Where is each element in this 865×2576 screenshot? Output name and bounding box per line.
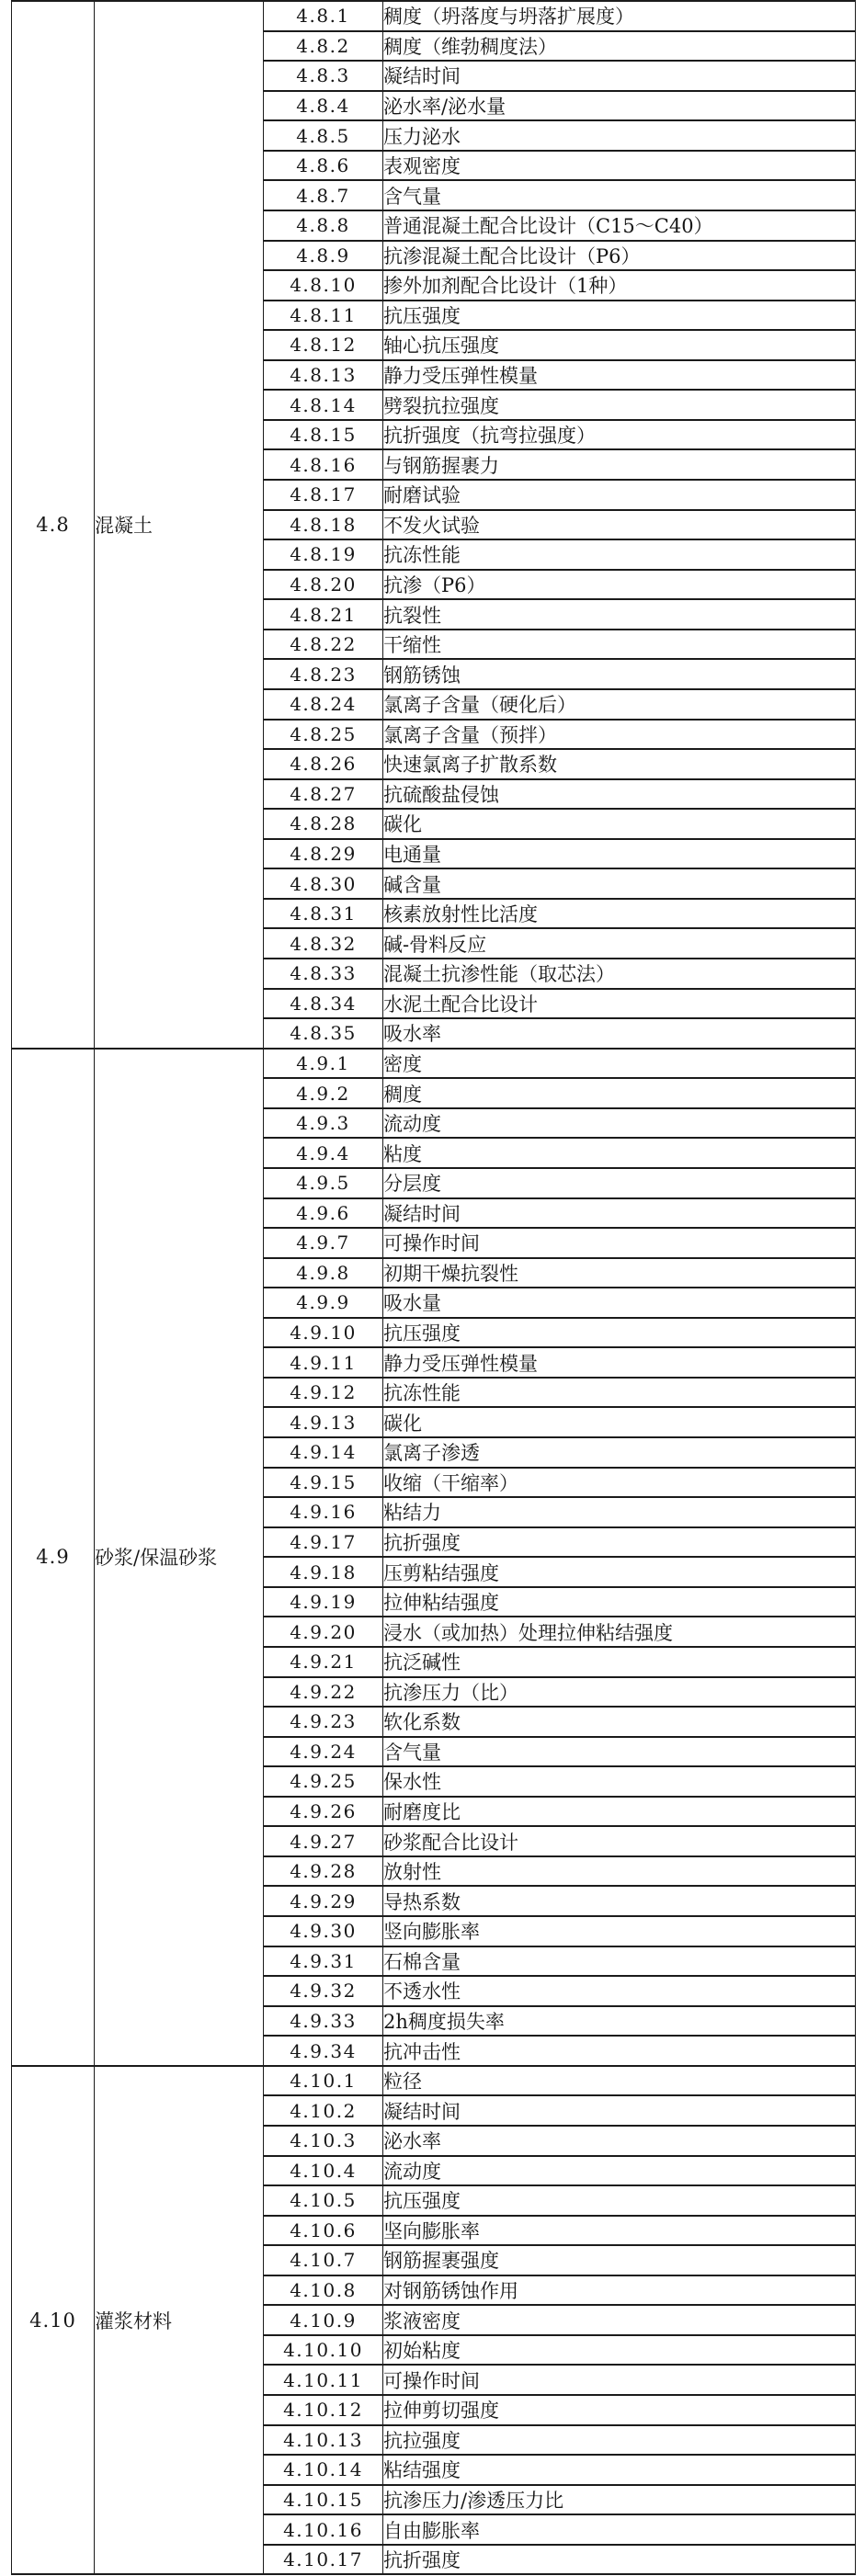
item-name-cell: 掺外加剂配合比设计（1种） bbox=[383, 270, 856, 301]
item-number-cell: 4.9.14 bbox=[264, 1437, 383, 1468]
item-number-cell: 4.10.9 bbox=[264, 2305, 383, 2335]
item-name-cell: 对钢筋锈蚀作用 bbox=[383, 2275, 856, 2306]
item-name-cell: 静力受压弹性模量 bbox=[383, 1347, 856, 1378]
item-name-cell: 表观密度 bbox=[383, 151, 856, 181]
item-name-cell: 核素放射性比活度 bbox=[383, 899, 856, 929]
item-name-cell: 密度 bbox=[383, 1049, 856, 1079]
item-number-cell: 4.10.13 bbox=[264, 2425, 383, 2456]
item-name-cell: 氯离子含量（预拌） bbox=[383, 720, 856, 750]
item-number-cell: 4.8.9 bbox=[264, 241, 383, 271]
item-number-cell: 4.8.19 bbox=[264, 539, 383, 570]
item-name-cell: 钢筋锈蚀 bbox=[383, 659, 856, 689]
item-number-cell: 4.9.26 bbox=[264, 1797, 383, 1827]
item-number-cell: 4.9.3 bbox=[264, 1108, 383, 1139]
item-name-cell: 稠度（维勃稠度法） bbox=[383, 31, 856, 62]
item-name-cell: 抗压强度 bbox=[383, 301, 856, 331]
item-number-cell: 4.8.24 bbox=[264, 689, 383, 720]
section-category-cell: 混凝土 bbox=[95, 1, 264, 1049]
item-name-cell: 放射性 bbox=[383, 1856, 856, 1887]
item-number-cell: 4.10.15 bbox=[264, 2485, 383, 2515]
item-name-cell: 劈裂抗拉强度 bbox=[383, 390, 856, 420]
item-number-cell: 4.9.11 bbox=[264, 1347, 383, 1378]
item-number-cell: 4.9.22 bbox=[264, 1677, 383, 1708]
section-category-cell: 灌浆材料 bbox=[95, 2066, 264, 2575]
item-name-cell: 抗拉强度 bbox=[383, 2425, 856, 2456]
section-number-cell: 4.8 bbox=[12, 1, 95, 1049]
item-number-cell: 4.9.10 bbox=[264, 1318, 383, 1348]
item-number-cell: 4.8.22 bbox=[264, 630, 383, 660]
item-number-cell: 4.10.12 bbox=[264, 2395, 383, 2425]
item-name-cell: 抗渗压力（比） bbox=[383, 1677, 856, 1708]
item-number-cell: 4.8.3 bbox=[264, 61, 383, 91]
item-number-cell: 4.8.17 bbox=[264, 480, 383, 510]
item-number-cell: 4.10.11 bbox=[264, 2365, 383, 2395]
item-name-cell: 泌水率/泌水量 bbox=[383, 91, 856, 121]
item-number-cell: 4.9.15 bbox=[264, 1468, 383, 1498]
item-name-cell: 电通量 bbox=[383, 839, 856, 869]
table-row bbox=[12, 1, 856, 31]
item-name-cell: 初期干燥抗裂性 bbox=[383, 1258, 856, 1288]
item-number-cell: 4.8.2 bbox=[264, 31, 383, 62]
item-number-cell: 4.8.21 bbox=[264, 599, 383, 630]
item-number-cell: 4.10.8 bbox=[264, 2275, 383, 2306]
item-name-cell: 初始粘度 bbox=[383, 2335, 856, 2366]
item-name-cell: 耐磨度比 bbox=[383, 1797, 856, 1827]
item-number-cell: 4.8.4 bbox=[264, 91, 383, 121]
item-number-cell: 4.8.5 bbox=[264, 120, 383, 151]
item-number-cell: 4.8.8 bbox=[264, 210, 383, 241]
item-name-cell: 坚向膨胀率 bbox=[383, 2216, 856, 2246]
item-name-cell: 含气量 bbox=[383, 180, 856, 210]
item-number-cell: 4.9.20 bbox=[264, 1617, 383, 1647]
item-number-cell: 4.10.2 bbox=[264, 2095, 383, 2126]
item-number-cell: 4.8.31 bbox=[264, 899, 383, 929]
table-body bbox=[12, 1, 856, 2574]
item-name-cell: 抗渗混凝土配合比设计（P6） bbox=[383, 241, 856, 271]
item-number-cell: 4.9.12 bbox=[264, 1378, 383, 1408]
item-number-cell: 4.10.16 bbox=[264, 2514, 383, 2545]
item-number-cell: 4.9.21 bbox=[264, 1647, 383, 1677]
item-number-cell: 4.9.30 bbox=[264, 1916, 383, 1946]
item-name-cell: 凝结时间 bbox=[383, 1198, 856, 1229]
item-name-cell: 2h稠度损失率 bbox=[383, 2006, 856, 2037]
item-number-cell: 4.9.29 bbox=[264, 1886, 383, 1916]
item-name-cell: 碱-骨料反应 bbox=[383, 928, 856, 959]
item-name-cell: 浆液密度 bbox=[383, 2305, 856, 2335]
item-number-cell: 4.9.19 bbox=[264, 1587, 383, 1617]
item-name-cell: 抗压强度 bbox=[383, 1318, 856, 1348]
item-name-cell: 干缩性 bbox=[383, 630, 856, 660]
item-name-cell: 软化系数 bbox=[383, 1707, 856, 1737]
item-number-cell: 4.9.7 bbox=[264, 1228, 383, 1258]
item-name-cell: 抗硫酸盐侵蚀 bbox=[383, 779, 856, 810]
item-number-cell: 4.9.8 bbox=[264, 1258, 383, 1288]
item-number-cell: 4.8.1 bbox=[264, 1, 383, 31]
item-number-cell: 4.8.7 bbox=[264, 180, 383, 210]
item-name-cell: 稠度（坍落度与坍落扩展度） bbox=[383, 1, 856, 31]
item-name-cell: 快速氯离子扩散系数 bbox=[383, 749, 856, 779]
section-category-cell: 砂浆/保温砂浆 bbox=[95, 1049, 264, 2066]
item-name-cell: 抗冲击性 bbox=[383, 2036, 856, 2066]
item-number-cell: 4.9.34 bbox=[264, 2036, 383, 2066]
item-number-cell: 4.10.17 bbox=[264, 2545, 383, 2575]
item-number-cell: 4.10.10 bbox=[264, 2335, 383, 2366]
item-name-cell: 分层度 bbox=[383, 1168, 856, 1198]
item-name-cell: 碳化 bbox=[383, 1407, 856, 1437]
item-name-cell: 收缩（干缩率） bbox=[383, 1468, 856, 1498]
item-name-cell: 含气量 bbox=[383, 1737, 856, 1767]
item-number-cell: 4.10.3 bbox=[264, 2126, 383, 2156]
item-name-cell: 竖向膨胀率 bbox=[383, 1916, 856, 1946]
item-name-cell: 抗渗（P6） bbox=[383, 570, 856, 600]
item-number-cell: 4.8.27 bbox=[264, 779, 383, 810]
item-name-cell: 保水性 bbox=[383, 1766, 856, 1797]
item-name-cell: 导热系数 bbox=[383, 1886, 856, 1916]
item-name-cell: 碱含量 bbox=[383, 868, 856, 899]
item-name-cell: 凝结时间 bbox=[383, 61, 856, 91]
item-number-cell: 4.8.14 bbox=[264, 390, 383, 420]
item-number-cell: 4.9.1 bbox=[264, 1049, 383, 1079]
item-number-cell: 4.8.25 bbox=[264, 720, 383, 750]
item-number-cell: 4.8.34 bbox=[264, 989, 383, 1019]
item-number-cell: 4.8.16 bbox=[264, 449, 383, 480]
section-number-cell: 4.9 bbox=[12, 1049, 95, 2066]
item-name-cell: 稠度 bbox=[383, 1078, 856, 1108]
item-number-cell: 4.9.32 bbox=[264, 1976, 383, 2006]
item-number-cell: 4.10.1 bbox=[264, 2066, 383, 2096]
item-name-cell: 抗压强度 bbox=[383, 2185, 856, 2216]
item-name-cell: 钢筋握裹强度 bbox=[383, 2245, 856, 2275]
item-name-cell: 凝结时间 bbox=[383, 2095, 856, 2126]
item-number-cell: 4.9.33 bbox=[264, 2006, 383, 2037]
item-name-cell: 静力受压弹性模量 bbox=[383, 360, 856, 391]
item-number-cell: 4.8.33 bbox=[264, 959, 383, 989]
section-number-cell: 4.10 bbox=[12, 2066, 95, 2575]
item-number-cell: 4.8.11 bbox=[264, 301, 383, 331]
item-name-cell: 粒径 bbox=[383, 2066, 856, 2096]
item-name-cell: 石棉含量 bbox=[383, 1946, 856, 1977]
item-number-cell: 4.8.30 bbox=[264, 868, 383, 899]
item-number-cell: 4.8.10 bbox=[264, 270, 383, 301]
item-name-cell: 压力泌水 bbox=[383, 120, 856, 151]
item-number-cell: 4.8.29 bbox=[264, 839, 383, 869]
item-name-cell: 轴心抗压强度 bbox=[383, 330, 856, 360]
item-name-cell: 流动度 bbox=[383, 2156, 856, 2186]
item-number-cell: 4.8.28 bbox=[264, 809, 383, 839]
item-name-cell: 水泥土配合比设计 bbox=[383, 989, 856, 1019]
item-name-cell: 抗泛碱性 bbox=[383, 1647, 856, 1677]
item-name-cell: 泌水率 bbox=[383, 2126, 856, 2156]
item-name-cell: 抗冻性能 bbox=[383, 539, 856, 570]
item-number-cell: 4.8.15 bbox=[264, 420, 383, 450]
item-name-cell: 粘度 bbox=[383, 1138, 856, 1168]
item-name-cell: 普通混凝土配合比设计（C15～C40） bbox=[383, 210, 856, 241]
item-number-cell: 4.10.14 bbox=[264, 2455, 383, 2485]
item-number-cell: 4.9.28 bbox=[264, 1856, 383, 1887]
item-number-cell: 4.10.4 bbox=[264, 2156, 383, 2186]
item-name-cell: 粘结力 bbox=[383, 1497, 856, 1527]
test-items-table bbox=[11, 0, 856, 2575]
item-name-cell: 抗渗压力/渗透压力比 bbox=[383, 2485, 856, 2515]
item-number-cell: 4.9.16 bbox=[264, 1497, 383, 1527]
item-number-cell: 4.8.32 bbox=[264, 928, 383, 959]
item-name-cell: 氯离子渗透 bbox=[383, 1437, 856, 1468]
item-name-cell: 耐磨试验 bbox=[383, 480, 856, 510]
item-number-cell: 4.9.27 bbox=[264, 1826, 383, 1856]
item-name-cell: 抗折强度（抗弯拉强度） bbox=[383, 420, 856, 450]
item-name-cell: 与钢筋握裹力 bbox=[383, 449, 856, 480]
item-number-cell: 4.8.18 bbox=[264, 510, 383, 540]
item-number-cell: 4.8.35 bbox=[264, 1018, 383, 1049]
item-name-cell: 氯离子含量（硬化后） bbox=[383, 689, 856, 720]
item-name-cell: 吸水率 bbox=[383, 1018, 856, 1049]
table-row bbox=[12, 2066, 856, 2096]
item-name-cell: 不发火试验 bbox=[383, 510, 856, 540]
item-number-cell: 4.10.7 bbox=[264, 2245, 383, 2275]
item-number-cell: 4.9.24 bbox=[264, 1737, 383, 1767]
table-row bbox=[12, 1049, 856, 1079]
item-number-cell: 4.9.17 bbox=[264, 1527, 383, 1558]
item-name-cell: 抗裂性 bbox=[383, 599, 856, 630]
item-name-cell: 拉伸剪切强度 bbox=[383, 2395, 856, 2425]
item-number-cell: 4.10.6 bbox=[264, 2216, 383, 2246]
item-name-cell: 可操作时间 bbox=[383, 1228, 856, 1258]
item-name-cell: 流动度 bbox=[383, 1108, 856, 1139]
item-number-cell: 4.9.4 bbox=[264, 1138, 383, 1168]
item-number-cell: 4.8.6 bbox=[264, 151, 383, 181]
item-number-cell: 4.9.2 bbox=[264, 1078, 383, 1108]
item-number-cell: 4.9.5 bbox=[264, 1168, 383, 1198]
item-number-cell: 4.9.13 bbox=[264, 1407, 383, 1437]
item-name-cell: 抗折强度 bbox=[383, 1527, 856, 1558]
item-number-cell: 4.10.5 bbox=[264, 2185, 383, 2216]
item-number-cell: 4.9.9 bbox=[264, 1288, 383, 1318]
item-name-cell: 压剪粘结强度 bbox=[383, 1557, 856, 1587]
item-name-cell: 拉伸粘结强度 bbox=[383, 1587, 856, 1617]
item-number-cell: 4.9.6 bbox=[264, 1198, 383, 1229]
item-name-cell: 碳化 bbox=[383, 809, 856, 839]
item-name-cell: 砂浆配合比设计 bbox=[383, 1826, 856, 1856]
item-number-cell: 4.9.31 bbox=[264, 1946, 383, 1977]
item-name-cell: 抗冻性能 bbox=[383, 1378, 856, 1408]
item-number-cell: 4.9.23 bbox=[264, 1707, 383, 1737]
item-number-cell: 4.9.18 bbox=[264, 1557, 383, 1587]
item-number-cell: 4.8.20 bbox=[264, 570, 383, 600]
item-name-cell: 抗折强度 bbox=[383, 2545, 856, 2575]
item-name-cell: 浸水（或加热）处理拉伸粘结强度 bbox=[383, 1617, 856, 1647]
item-number-cell: 4.8.26 bbox=[264, 749, 383, 779]
item-name-cell: 自由膨胀率 bbox=[383, 2514, 856, 2545]
item-number-cell: 4.8.12 bbox=[264, 330, 383, 360]
item-name-cell: 吸水量 bbox=[383, 1288, 856, 1318]
item-number-cell: 4.9.25 bbox=[264, 1766, 383, 1797]
item-name-cell: 混凝土抗渗性能（取芯法） bbox=[383, 959, 856, 989]
item-number-cell: 4.8.23 bbox=[264, 659, 383, 689]
item-number-cell: 4.8.13 bbox=[264, 360, 383, 391]
item-name-cell: 可操作时间 bbox=[383, 2365, 856, 2395]
item-name-cell: 粘结强度 bbox=[383, 2455, 856, 2485]
item-name-cell: 不透水性 bbox=[383, 1976, 856, 2006]
